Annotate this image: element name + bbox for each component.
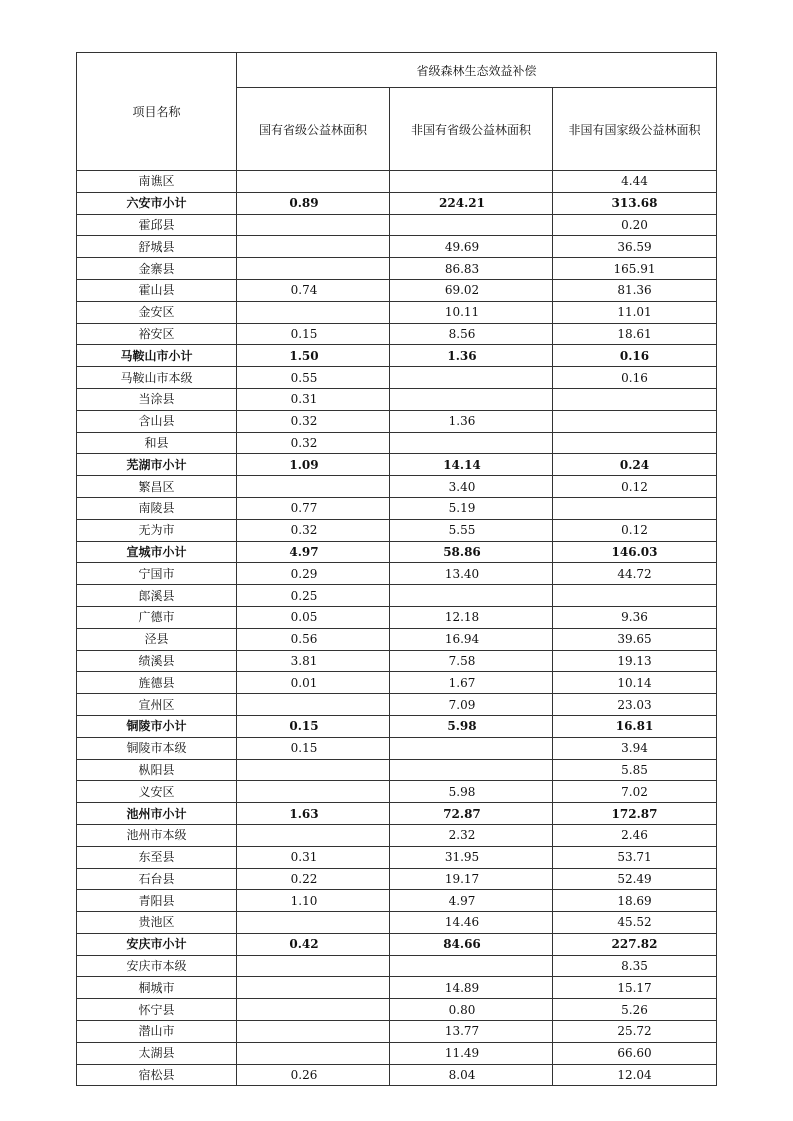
table-row: [77, 650, 717, 672]
cell-non-state-national-area: 23.03: [553, 694, 717, 716]
cell-non-state-provincial-area: 14.89: [390, 977, 553, 999]
cell-non-state-national-area: 52.49: [553, 868, 717, 890]
cell-item-name: 旌德县: [77, 672, 237, 694]
cell-item-name: 义安区: [77, 781, 237, 803]
subtotal-row: [77, 345, 717, 367]
cell-item-name: 霍邱县: [77, 214, 237, 236]
subtotal-row: [77, 933, 717, 955]
cell-item-name: 宣州区: [77, 694, 237, 716]
cell-non-state-provincial-area: [390, 432, 553, 454]
cell-item-name: 南谯区: [77, 171, 237, 193]
cell-non-state-national-area: 3.94: [553, 737, 717, 759]
table-row: [77, 977, 717, 999]
forest-compensation-table: [76, 52, 717, 1086]
cell-item-name: 铜陵市本级: [77, 737, 237, 759]
table-row: [77, 1042, 717, 1064]
cell-item-name: 当涂县: [77, 388, 237, 410]
cell-state-owned-area: 4.97: [237, 541, 390, 563]
cell-non-state-national-area: 2.46: [553, 824, 717, 846]
table-row: [77, 759, 717, 781]
cell-non-state-provincial-area: 14.14: [390, 454, 553, 476]
table-row: [77, 737, 717, 759]
table-row: [77, 846, 717, 868]
header-group-title: 省级森林生态效益补偿: [237, 53, 717, 88]
cell-state-owned-area: [237, 977, 390, 999]
cell-state-owned-area: 0.32: [237, 432, 390, 454]
table-row: [77, 497, 717, 519]
cell-item-name: 枞阳县: [77, 759, 237, 781]
cell-non-state-provincial-area: 84.66: [390, 933, 553, 955]
cell-non-state-national-area: 36.59: [553, 236, 717, 258]
cell-state-owned-area: [237, 824, 390, 846]
cell-non-state-national-area: 5.85: [553, 759, 717, 781]
cell-state-owned-area: 0.32: [237, 519, 390, 541]
table-row: [77, 214, 717, 236]
subtotal-row: [77, 715, 717, 737]
cell-non-state-national-area: 18.61: [553, 323, 717, 345]
cell-state-owned-area: 1.50: [237, 345, 390, 367]
cell-non-state-provincial-area: 1.67: [390, 672, 553, 694]
cell-non-state-national-area: 0.12: [553, 519, 717, 541]
cell-item-name: 东至县: [77, 846, 237, 868]
cell-item-name: 池州市本级: [77, 824, 237, 846]
header-row-top: [77, 53, 717, 88]
cell-item-name: 贵池区: [77, 912, 237, 934]
cell-state-owned-area: 1.63: [237, 803, 390, 825]
cell-non-state-national-area: 39.65: [553, 628, 717, 650]
cell-item-name: 广德市: [77, 606, 237, 628]
cell-item-name: 含山县: [77, 410, 237, 432]
cell-non-state-provincial-area: 7.09: [390, 694, 553, 716]
cell-non-state-provincial-area: 5.98: [390, 715, 553, 737]
forest-compensation-table-sheet: [76, 52, 717, 1086]
cell-state-owned-area: 0.26: [237, 1064, 390, 1086]
cell-state-owned-area: [237, 258, 390, 280]
cell-item-name: 裕安区: [77, 323, 237, 345]
cell-item-name: 宣城市小计: [77, 541, 237, 563]
cell-state-owned-area: 1.10: [237, 890, 390, 912]
cell-item-name: 金安区: [77, 301, 237, 323]
table-row: [77, 279, 717, 301]
table-row: [77, 519, 717, 541]
cell-state-owned-area: 0.42: [237, 933, 390, 955]
cell-state-owned-area: [237, 759, 390, 781]
cell-non-state-provincial-area: 10.11: [390, 301, 553, 323]
table-row: [77, 323, 717, 345]
cell-item-name: 青阳县: [77, 890, 237, 912]
cell-item-name: 潜山市: [77, 1021, 237, 1043]
cell-non-state-provincial-area: [390, 171, 553, 193]
cell-state-owned-area: 0.15: [237, 323, 390, 345]
cell-non-state-provincial-area: 5.19: [390, 497, 553, 519]
cell-non-state-provincial-area: [390, 585, 553, 607]
cell-state-owned-area: [237, 694, 390, 716]
cell-non-state-national-area: 0.12: [553, 476, 717, 498]
table-row: [77, 672, 717, 694]
cell-state-owned-area: 1.09: [237, 454, 390, 476]
table-row: [77, 999, 717, 1021]
cell-non-state-provincial-area: 86.83: [390, 258, 553, 280]
cell-item-name: 繁昌区: [77, 476, 237, 498]
cell-non-state-national-area: 172.87: [553, 803, 717, 825]
cell-state-owned-area: [237, 1021, 390, 1043]
cell-non-state-provincial-area: 1.36: [390, 410, 553, 432]
table-row: [77, 912, 717, 934]
cell-non-state-national-area: 5.26: [553, 999, 717, 1021]
cell-non-state-national-area: 16.81: [553, 715, 717, 737]
cell-non-state-national-area: 0.16: [553, 345, 717, 367]
cell-non-state-provincial-area: 72.87: [390, 803, 553, 825]
cell-state-owned-area: [237, 955, 390, 977]
cell-item-name: 铜陵市小计: [77, 715, 237, 737]
cell-non-state-national-area: 25.72: [553, 1021, 717, 1043]
header-col-non-state-national: 非国有国家级公益林面积: [553, 88, 717, 171]
cell-state-owned-area: 0.56: [237, 628, 390, 650]
table-row: [77, 1064, 717, 1086]
cell-item-name: 宁国市: [77, 563, 237, 585]
cell-item-name: 霍山县: [77, 279, 237, 301]
cell-state-owned-area: 0.77: [237, 497, 390, 519]
header-item-name: 项目名称: [77, 53, 237, 171]
header-col-state-owned: 国有省级公益林面积: [237, 88, 390, 171]
cell-non-state-provincial-area: 8.04: [390, 1064, 553, 1086]
cell-non-state-national-area: 0.16: [553, 367, 717, 389]
table-row: [77, 585, 717, 607]
cell-non-state-provincial-area: 11.49: [390, 1042, 553, 1064]
cell-non-state-national-area: 44.72: [553, 563, 717, 585]
cell-non-state-national-area: 53.71: [553, 846, 717, 868]
cell-non-state-national-area: [553, 585, 717, 607]
cell-item-name: 六安市小计: [77, 192, 237, 214]
cell-non-state-national-area: [553, 410, 717, 432]
cell-non-state-national-area: [553, 432, 717, 454]
cell-non-state-provincial-area: 13.40: [390, 563, 553, 585]
table-row: [77, 367, 717, 389]
cell-state-owned-area: [237, 1042, 390, 1064]
cell-item-name: 泾县: [77, 628, 237, 650]
table-row: [77, 563, 717, 585]
cell-item-name: 池州市小计: [77, 803, 237, 825]
cell-state-owned-area: 0.55: [237, 367, 390, 389]
cell-item-name: 安庆市本级: [77, 955, 237, 977]
cell-non-state-national-area: [553, 497, 717, 519]
cell-state-owned-area: 0.31: [237, 388, 390, 410]
cell-state-owned-area: 0.15: [237, 737, 390, 759]
cell-item-name: 马鞍山市本级: [77, 367, 237, 389]
cell-item-name: 芜湖市小计: [77, 454, 237, 476]
cell-item-name: 怀宁县: [77, 999, 237, 1021]
cell-non-state-provincial-area: 7.58: [390, 650, 553, 672]
table-row: [77, 890, 717, 912]
table-row: [77, 781, 717, 803]
cell-non-state-national-area: 0.20: [553, 214, 717, 236]
table-row: [77, 694, 717, 716]
cell-state-owned-area: 0.29: [237, 563, 390, 585]
table-row: [77, 236, 717, 258]
cell-non-state-provincial-area: 0.80: [390, 999, 553, 1021]
cell-non-state-national-area: [553, 388, 717, 410]
cell-state-owned-area: 0.01: [237, 672, 390, 694]
cell-non-state-national-area: 19.13: [553, 650, 717, 672]
cell-item-name: 金寨县: [77, 258, 237, 280]
cell-state-owned-area: 0.25: [237, 585, 390, 607]
subtotal-row: [77, 541, 717, 563]
cell-item-name: 安庆市小计: [77, 933, 237, 955]
cell-non-state-national-area: 4.44: [553, 171, 717, 193]
table-row: [77, 388, 717, 410]
cell-non-state-provincial-area: 16.94: [390, 628, 553, 650]
cell-non-state-national-area: 81.36: [553, 279, 717, 301]
cell-non-state-provincial-area: [390, 759, 553, 781]
cell-state-owned-area: 3.81: [237, 650, 390, 672]
cell-non-state-provincial-area: [390, 388, 553, 410]
table-row: [77, 868, 717, 890]
table-row: [77, 258, 717, 280]
cell-state-owned-area: [237, 781, 390, 803]
cell-state-owned-area: 0.32: [237, 410, 390, 432]
cell-item-name: 和县: [77, 432, 237, 454]
table-row: [77, 301, 717, 323]
cell-item-name: 绩溪县: [77, 650, 237, 672]
cell-non-state-provincial-area: 49.69: [390, 236, 553, 258]
cell-state-owned-area: [237, 236, 390, 258]
cell-state-owned-area: 0.89: [237, 192, 390, 214]
cell-item-name: 舒城县: [77, 236, 237, 258]
cell-state-owned-area: 0.05: [237, 606, 390, 628]
cell-non-state-provincial-area: [390, 214, 553, 236]
cell-item-name: 石台县: [77, 868, 237, 890]
cell-state-owned-area: [237, 214, 390, 236]
cell-non-state-provincial-area: [390, 955, 553, 977]
table-row: [77, 955, 717, 977]
cell-non-state-provincial-area: 3.40: [390, 476, 553, 498]
cell-non-state-national-area: 7.02: [553, 781, 717, 803]
cell-non-state-national-area: 313.68: [553, 192, 717, 214]
cell-non-state-national-area: 165.91: [553, 258, 717, 280]
subtotal-row: [77, 454, 717, 476]
cell-non-state-provincial-area: 1.36: [390, 345, 553, 367]
cell-non-state-national-area: 9.36: [553, 606, 717, 628]
cell-non-state-national-area: 12.04: [553, 1064, 717, 1086]
subtotal-row: [77, 803, 717, 825]
table-row: [77, 606, 717, 628]
cell-non-state-national-area: 18.69: [553, 890, 717, 912]
cell-non-state-provincial-area: 2.32: [390, 824, 553, 846]
cell-non-state-provincial-area: [390, 737, 553, 759]
subtotal-row: [77, 192, 717, 214]
table-row: [77, 410, 717, 432]
cell-state-owned-area: [237, 171, 390, 193]
cell-non-state-provincial-area: 31.95: [390, 846, 553, 868]
cell-state-owned-area: 0.74: [237, 279, 390, 301]
cell-item-name: 南陵县: [77, 497, 237, 519]
cell-non-state-provincial-area: 69.02: [390, 279, 553, 301]
cell-state-owned-area: 0.31: [237, 846, 390, 868]
cell-non-state-national-area: 227.82: [553, 933, 717, 955]
cell-non-state-national-area: 66.60: [553, 1042, 717, 1064]
table-row: [77, 171, 717, 193]
cell-non-state-national-area: 0.24: [553, 454, 717, 476]
cell-state-owned-area: [237, 476, 390, 498]
cell-item-name: 无为市: [77, 519, 237, 541]
cell-non-state-provincial-area: 224.21: [390, 192, 553, 214]
table-row: [77, 824, 717, 846]
cell-state-owned-area: 0.15: [237, 715, 390, 737]
cell-non-state-national-area: 10.14: [553, 672, 717, 694]
cell-state-owned-area: 0.22: [237, 868, 390, 890]
cell-non-state-provincial-area: 13.77: [390, 1021, 553, 1043]
table-row: [77, 1021, 717, 1043]
cell-non-state-national-area: 15.17: [553, 977, 717, 999]
table-row: [77, 432, 717, 454]
table-body: [77, 171, 717, 1086]
cell-non-state-provincial-area: 8.56: [390, 323, 553, 345]
cell-non-state-national-area: 11.01: [553, 301, 717, 323]
cell-item-name: 马鞍山市小计: [77, 345, 237, 367]
cell-item-name: 宿松县: [77, 1064, 237, 1086]
cell-non-state-provincial-area: 12.18: [390, 606, 553, 628]
cell-non-state-provincial-area: 14.46: [390, 912, 553, 934]
cell-non-state-national-area: 45.52: [553, 912, 717, 934]
cell-non-state-provincial-area: 19.17: [390, 868, 553, 890]
cell-item-name: 太湖县: [77, 1042, 237, 1064]
cell-non-state-provincial-area: 4.97: [390, 890, 553, 912]
cell-item-name: 桐城市: [77, 977, 237, 999]
cell-non-state-provincial-area: [390, 367, 553, 389]
cell-non-state-provincial-area: 5.55: [390, 519, 553, 541]
cell-non-state-provincial-area: 58.86: [390, 541, 553, 563]
table-row: [77, 476, 717, 498]
cell-state-owned-area: [237, 999, 390, 1021]
cell-non-state-national-area: 8.35: [553, 955, 717, 977]
header-col-non-state-provincial: 非国有省级公益林面积: [390, 88, 553, 171]
table-row: [77, 628, 717, 650]
cell-non-state-national-area: 146.03: [553, 541, 717, 563]
cell-state-owned-area: [237, 301, 390, 323]
cell-non-state-provincial-area: 5.98: [390, 781, 553, 803]
cell-item-name: 郎溪县: [77, 585, 237, 607]
cell-state-owned-area: [237, 912, 390, 934]
